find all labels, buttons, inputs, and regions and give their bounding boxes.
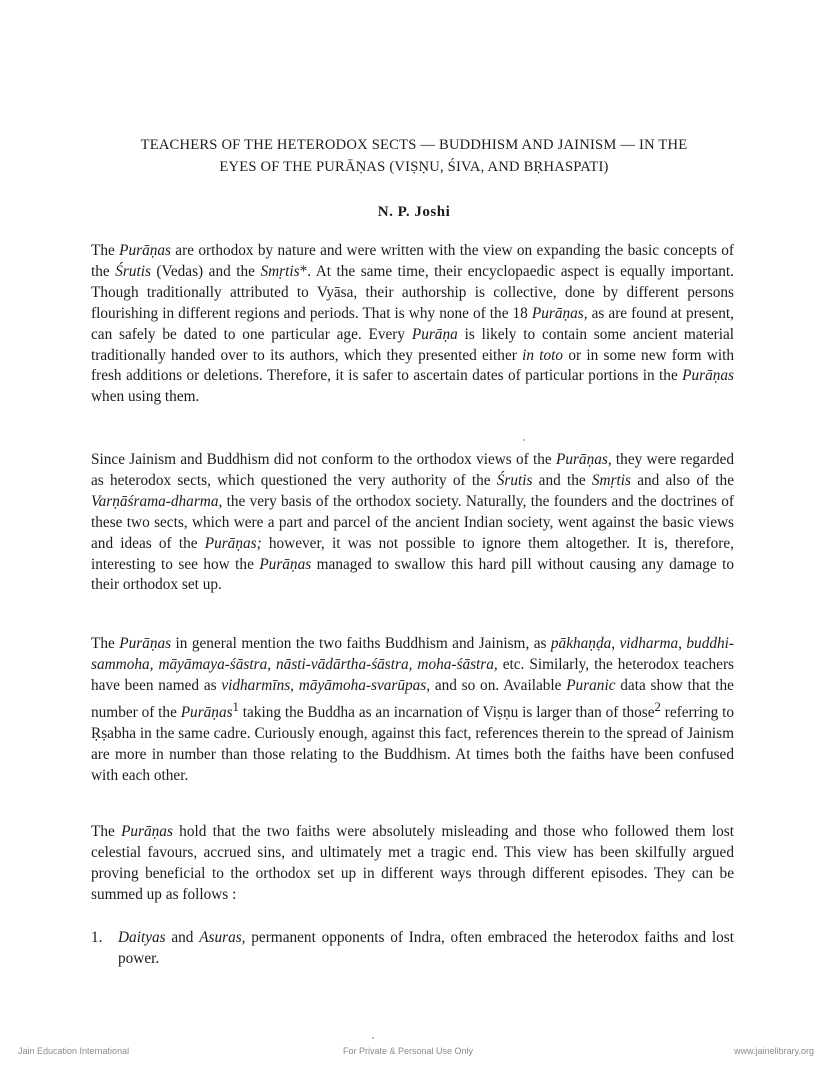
paragraph-4: The Purāṇas hold that the two faiths were absolutely misleading and those who followed them lost celestial favours, accrued sins, and ultimately met a tragic end. This view has been skilfully argued proving beneficial to the orthodox set up in different ways through different episodes. They can be summed up as follows : xyxy=(91,823,735,903)
list-item-1 xyxy=(91,928,734,970)
article-title xyxy=(60,134,768,178)
footer-center-text: For Private & Personal Use Only xyxy=(343,1046,474,1056)
paragraph-1: The Purāṇas are orthodox by nature and were written with the view on expanding the basic concepts of the Śrutis (Vedas) and the Smṛtis*. At the same time, their encyclopaedic aspect is equally important. Though traditionally attributed to Vyāsa, their authorship is collective, done by different persons flourishing in different regions and periods. That is why none of the 18 Purāṇas, as are found at present, can safely be dated to one particular age. Every Purāṇa is likely to contain some ancient material traditionally handed over to its authors, which they presented either in toto or in some new form with fresh additions or deletions. Therefore, it is safer to ascertain dates of particular portions in the Purāṇas when using them. xyxy=(91,242,734,406)
author-name: N. P. Joshi xyxy=(377,204,451,220)
footer-right-text: www.jainelibrary.org xyxy=(734,1046,814,1056)
paragraph-2: Since Jainism and Buddhism did not conform to the orthodox views of the Purāṇas, they were regarded as heterodox sects, which questioned the very authority of the Śrutis and the Smṛtis and also of the Varṇāśrama-dharma, the very basis of the orthodox society. Naturally, the founders and the doctrines of these two sects, which were a part and parcel of the ancient Indian society, went against the basic views and ideas of the Purāṇas; however, it was not possible to ignore them altogether. It is, therefore, interesting to see how the Purāṇas managed to swallow this hard pill without causing any damage to their orthodox set up. xyxy=(91,451,735,594)
scan-speck xyxy=(372,1037,374,1039)
article-title-line-2: EYES OF THE PURĀṆAS (VIṢṆU, ŚIVA, AND BṚHASPATI) xyxy=(219,159,609,175)
footer-left-text: Jain Education International xyxy=(18,1046,130,1056)
paragraph-3: The Purāṇas in general mention the two faiths Buddhism and Jainism, as pākhaṇḍa, vidharma, buddhi-sammoha, māyāmaya-śāstra, nāsti-vādārtha-śāstra, moha-śāstra, etc. Similarly, the heterodox teachers have been named as vidharmīns, māyāmoha-svarūpas, and so on. Available Puranic data show that the number of the Purāṇas$^1$ taking the Buddha as an incarnation of Viṣṇu is larger than of those$^2$ referring to Ṛṣabha in the same cadre. Curiously enough, against this fact, references therein to the spread of Jainism are more in number than those relating to the Buddhism. At times both the faiths have been confused with each other. xyxy=(91,635,734,784)
list-item-text: Daityas and Asuras, permanent opponents of Indra, often embraced the heterodox faiths and lost power. xyxy=(118,929,734,967)
list-item-number: 1. xyxy=(91,929,103,946)
article-title-line-1: TEACHERS OF THE HETERODOX SECTS — BUDDHISM AND JAINISM — IN THE xyxy=(140,137,688,153)
scan-speck xyxy=(523,439,525,441)
